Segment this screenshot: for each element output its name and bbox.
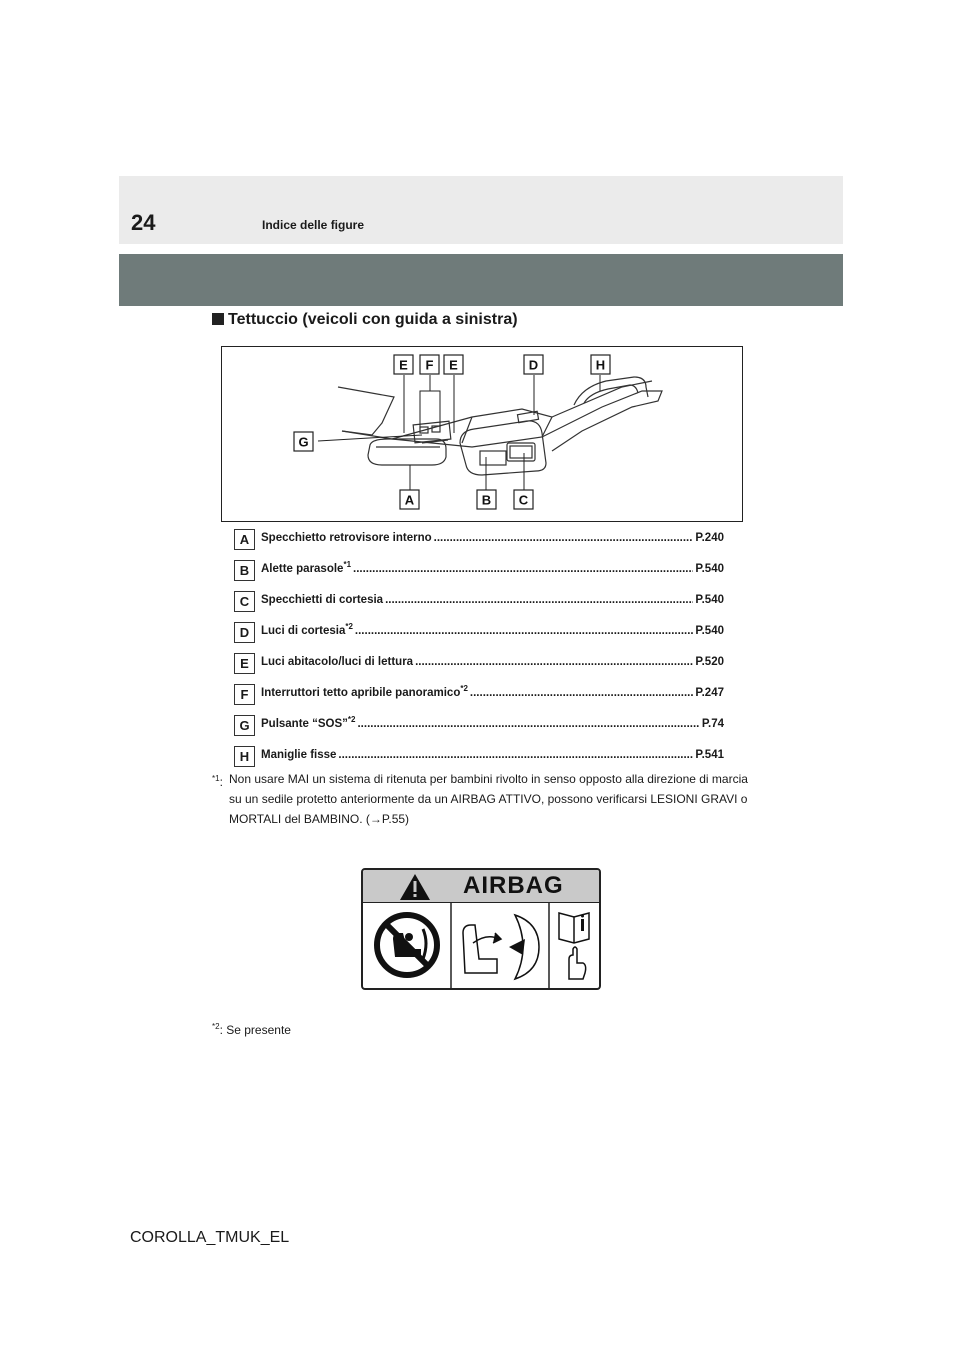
item-label: Specchietto retrovisore interno: [261, 532, 432, 544]
letter-badge: B: [234, 560, 255, 581]
airbag-word: AIRBAG: [463, 872, 564, 899]
dot-leader: [470, 685, 694, 701]
letter-badge: G: [234, 715, 255, 736]
list-item: [234, 526, 724, 557]
item-footnote: *1: [343, 560, 352, 570]
dot-leader: [385, 592, 693, 608]
item-page-ref[interactable]: P.247: [695, 687, 724, 699]
dot-leader: [434, 530, 694, 546]
dot-leader: [338, 747, 693, 763]
callout-b: B: [481, 492, 492, 508]
letter-badge: D: [234, 622, 255, 643]
item-label: Interruttori tetto apribile panoramico: [261, 687, 461, 699]
letter-badge: F: [234, 684, 255, 705]
item-label: Specchietti di cortesia: [261, 594, 384, 606]
footnote-2: $^{*2}$: Se presente: [212, 1022, 291, 1037]
callout-c: C: [518, 492, 529, 508]
no-child-seat-icon: [377, 915, 437, 975]
item-page-ref[interactable]: P.240: [695, 532, 724, 544]
square-bullet-icon: [212, 313, 224, 325]
dot-leader: [353, 561, 693, 577]
section-title: [212, 310, 518, 330]
header-band: [119, 176, 843, 244]
callout-g: G: [298, 434, 309, 450]
footnote-2-text: Se presente: [226, 1023, 291, 1037]
list-item: [234, 619, 724, 650]
item-page-ref[interactable]: P.74: [701, 718, 724, 730]
callout-f: F: [425, 357, 434, 373]
legend-list: [234, 526, 724, 774]
dot-leader: [415, 654, 693, 670]
section-title-text: Tettuccio (veicoli con guida a sinistra): [228, 311, 518, 328]
item-label: Luci di cortesia: [261, 625, 346, 637]
footnote-mark: *2: [212, 1022, 220, 1031]
letter-badge: E: [234, 653, 255, 674]
list-item: [234, 650, 724, 681]
item-label: Pulsante “SOS”: [261, 718, 348, 730]
item-footnote: *2: [460, 684, 468, 694]
item-label: Maniglie fisse: [261, 749, 337, 761]
item-footnote: *2: [345, 622, 353, 632]
callout-e-left: E: [399, 357, 408, 373]
dot-leader: [355, 623, 694, 639]
letter-badge: C: [234, 591, 255, 612]
callout-h: H: [595, 357, 606, 373]
list-item: [234, 712, 724, 743]
item-page-ref[interactable]: P.540: [695, 594, 724, 606]
item-label: Luci abitacolo/luci di lettura: [261, 656, 414, 668]
item-page-ref[interactable]: P.540: [695, 563, 724, 575]
airbag-warning-label: [361, 868, 601, 990]
header-dark-band: [119, 254, 843, 306]
footnote-1: $^{*1}$: Non usare MAI un sistema di ritenuta per bambini rivolto in senso opposto alla direzione di marcia su un sedile protetto anteriormente da un AIRBAG ATTIVO, possono verificarsi LESIONI GRAVI o MORTALI del BAMBINO. (→P.55): [212, 769, 752, 829]
list-item: [234, 557, 724, 588]
callout-d: D: [528, 357, 539, 373]
document-code: COROLLA_TMUK_EL: [130, 1229, 290, 1246]
airbag-deploy-icon: [463, 915, 539, 979]
page-number: 24: [131, 210, 156, 235]
callout-a: A: [404, 492, 415, 508]
list-item: [234, 588, 724, 619]
item-page-ref[interactable]: P.520: [695, 656, 724, 668]
manual-book-icon: [559, 913, 589, 979]
item-page-ref[interactable]: P.540: [695, 625, 724, 637]
letter-badge: A: [234, 529, 255, 550]
warning-triangle-icon: [399, 873, 431, 901]
list-item: [234, 681, 724, 712]
item-footnote: *2: [347, 715, 356, 725]
dot-leader: [357, 716, 699, 732]
item-label: Alette parasole: [261, 563, 344, 575]
letter-badge: H: [234, 746, 255, 767]
footnote-1-text: Non usare MAI un sistema di ritenuta per bambini rivolto in senso opposto alla direzione di marcia su un sedile protetto anteriormente da un AIRBAG ATTIVO, possono verificarsi LESIONI GRAVI o MORTALI del BAMBINO. (→P.55): [229, 772, 748, 826]
footnote-mark: *1: [212, 774, 220, 783]
item-page-ref[interactable]: P.541: [695, 749, 724, 761]
header-title: Indice delle figure: [262, 218, 365, 232]
ceiling-illustration: [221, 346, 743, 522]
callout-e-right: E: [449, 357, 458, 373]
